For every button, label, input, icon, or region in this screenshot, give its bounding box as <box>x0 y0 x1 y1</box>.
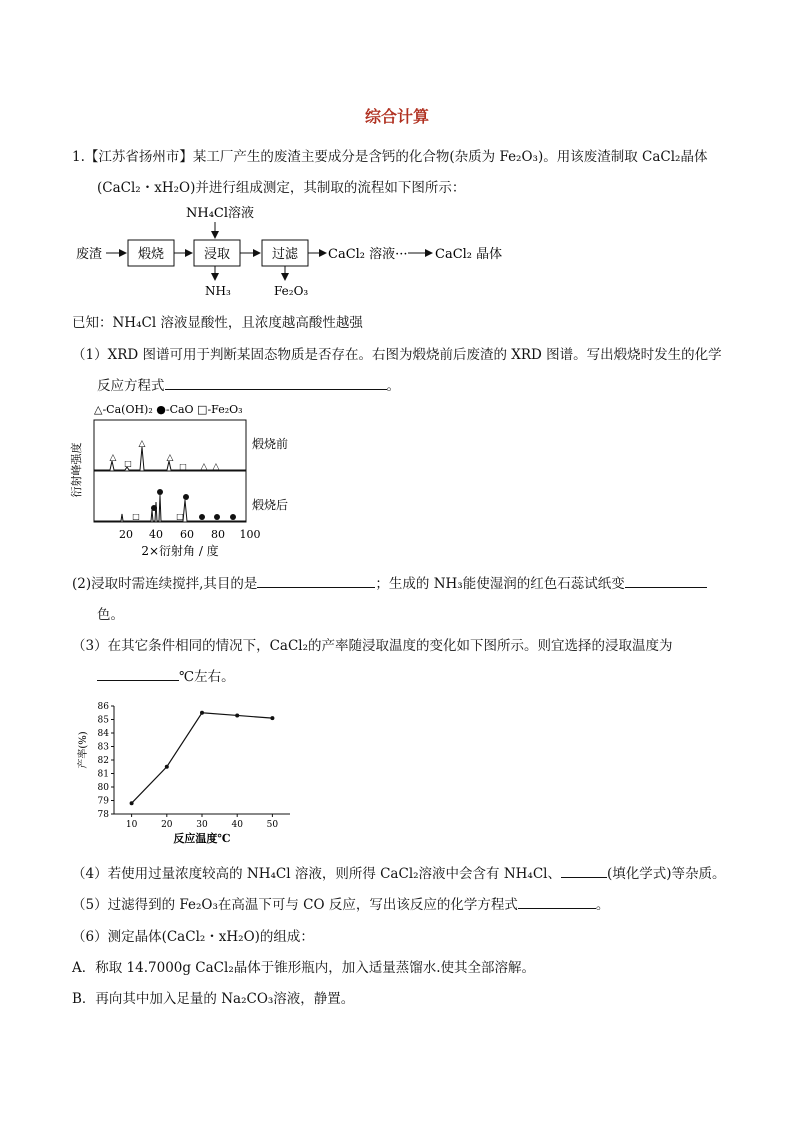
answer-blank-1[interactable] <box>165 377 387 390</box>
yield-y-tick-label: 86 <box>97 702 109 712</box>
yield-y-tick-label: 83 <box>97 742 109 753</box>
page-title: 综合计算 <box>364 107 429 126</box>
question-1-line-2: (CaCl₂・xH₂O)并进行组成测定，其制取的流程如下图所示： <box>97 180 466 196</box>
answer-blank-4[interactable] <box>97 668 179 681</box>
yield-data-point <box>270 716 274 720</box>
part-5 <box>72 893 609 913</box>
xrd-x-tick: 40 <box>149 528 163 541</box>
answer-blank-3[interactable] <box>625 575 707 588</box>
xrd-y-label: 衍射峰强度 <box>70 442 83 498</box>
question-1-line-1: 1.【江苏省扬州市】某工厂产生的废渣主要成分是含钙的化合物(杂质为 Fe₂O₃)。用该废渣制取 CaCl₂晶体 <box>72 149 708 165</box>
part-6: （6）测定晶体(CaCl₂・xH₂O)的组成： <box>72 929 314 945</box>
yield-data-point <box>200 711 204 715</box>
xrd-after-marker-cao <box>214 514 220 520</box>
yield-x-label: 反应温度℃ <box>173 832 231 845</box>
xrd-after-marker-cao <box>199 514 205 520</box>
xrd-before-marker-fe2o3: □ <box>124 459 132 468</box>
xrd-x-tick: 20 <box>119 528 133 541</box>
part-5-prefix: （5）过滤得到的 Fe₂O₃在高温下可与 CO 反应，写出该反应的化学方程式 <box>72 897 518 913</box>
xrd-label-after: 煅烧后 <box>252 498 289 512</box>
part-3-line-1: （3）在其它条件相同的情况下，CaCl₂的产率随浸取温度的变化如下图所示。则宜选择的浸取温度为 <box>72 638 673 654</box>
part-2-prefix: (2)浸取时需连续搅拌,其目的是 <box>72 576 258 592</box>
flow-reagent-label: NH₄Cl溶液 <box>186 206 255 221</box>
xrd-x-tick: 80 <box>211 528 225 541</box>
answer-blank-5[interactable] <box>561 865 607 878</box>
xrd-after-marker-cao <box>151 505 157 511</box>
process-flow-diagram <box>70 200 520 300</box>
yield-series-line <box>132 713 273 803</box>
yield-y-tick-label: 79 <box>97 796 109 807</box>
xrd-x-tick: 100 <box>239 528 261 541</box>
part-2-line-2: 色。 <box>97 607 124 623</box>
part-1-suffix: 。 <box>386 378 400 394</box>
flow-solution-label: CaCl₂ 溶液··· <box>328 247 408 262</box>
yield-y-label: 产率(%) <box>78 731 89 769</box>
xrd-after-marker-cao <box>183 494 189 500</box>
flow-step-calcine: 煅烧 <box>137 247 165 262</box>
yield-data-point <box>130 801 134 805</box>
part-2-line-1 <box>72 572 707 592</box>
flow-out-fe2o3: Fe₂O₃ <box>274 284 309 298</box>
part-3-line-2 <box>97 665 235 685</box>
yield-y-tick-label: 84 <box>97 729 109 739</box>
yield-x-tick-label: 10 <box>125 820 138 830</box>
xrd-after-marker-fe2o3: □ <box>132 512 140 521</box>
flow-step-filter: 过滤 <box>271 247 299 262</box>
part-3-suffix: ℃左右。 <box>179 669 235 685</box>
xrd-label-before: 煅烧前 <box>252 437 289 451</box>
xrd-after-trace <box>94 495 246 521</box>
part-4-suffix: (填化学式)等杂质。 <box>606 866 726 882</box>
yield-x-tick-label: 30 <box>196 820 208 830</box>
yield-y-tick-label: 78 <box>97 810 109 820</box>
part-2-middle: ；生成的 NH₃能使湿润的红色石蕊试纸变 <box>375 576 625 592</box>
part-1-prefix: 反应方程式 <box>97 378 165 394</box>
step-a: A．称取 14.7000g CaCl₂晶体于锥形瓶内，加入适量蒸馏水.使其全部溶解。 <box>72 960 536 976</box>
answer-blank-6[interactable] <box>518 896 596 909</box>
yield-y-tick-label: 81 <box>97 769 109 780</box>
xrd-after-marker-cao <box>157 489 163 495</box>
xrd-before-marker-fe2o3: □ <box>179 462 187 471</box>
flow-out-nh3: NH₃ <box>205 284 231 298</box>
part-5-suffix: 。 <box>595 897 610 913</box>
yield-x-tick-label: 50 <box>266 820 279 830</box>
yield-y-tick-label: 85 <box>97 715 109 726</box>
xrd-after-marker-cao <box>230 514 236 520</box>
xrd-spectrum-figure <box>70 398 310 560</box>
part-1-line-2 <box>97 374 400 394</box>
part-4 <box>72 862 726 882</box>
xrd-before-marker-caoh2: △ <box>138 439 146 449</box>
flow-step-leach: 浸取 <box>203 247 231 262</box>
xrd-before-marker-caoh2: △ <box>200 462 208 472</box>
flow-start-label: 废渣 <box>76 247 103 262</box>
part-4-prefix: （4）若使用过量浓度较高的 NH₄Cl 溶液，则所得 CaCl₂溶液中会含有 NH₄Cl、 <box>72 866 561 882</box>
yield-data-point <box>165 765 169 769</box>
yield-data-point <box>235 713 239 717</box>
xrd-after-marker-fe2o3: □ <box>176 512 184 521</box>
yield-temperature-chart <box>72 698 302 848</box>
step-b: B．再向其中加入足量的 Na₂CO₃溶液，静置。 <box>72 991 355 1007</box>
xrd-before-marker-caoh2: △ <box>212 462 220 472</box>
known-condition: 已知：NH₄Cl 溶液显酸性，且浓度越高酸性越强 <box>72 315 363 331</box>
yield-y-tick-label: 80 <box>97 783 109 793</box>
flow-product-label: CaCl₂ 晶体 <box>435 247 503 262</box>
xrd-x-label: 2×衍射角 / 度 <box>141 544 219 558</box>
yield-x-tick-label: 20 <box>161 820 173 830</box>
answer-blank-2[interactable] <box>257 575 375 588</box>
xrd-before-marker-caoh2: △ <box>166 453 174 463</box>
part-1-line-1: （1）XRD 图谱可用于判断某固态物质是否存在。右图为煅烧前后废渣的 XRD 图谱。写出煅烧时发生的化学 <box>72 347 722 363</box>
yield-y-tick-label: 82 <box>97 756 109 766</box>
xrd-before-marker-caoh2: △ <box>109 453 117 463</box>
xrd-legend: △-Ca(OH)₂ ●-CaO □-Fe₂O₃ <box>94 403 243 416</box>
xrd-x-tick: 60 <box>180 528 194 541</box>
yield-x-tick-label: 40 <box>231 820 243 830</box>
